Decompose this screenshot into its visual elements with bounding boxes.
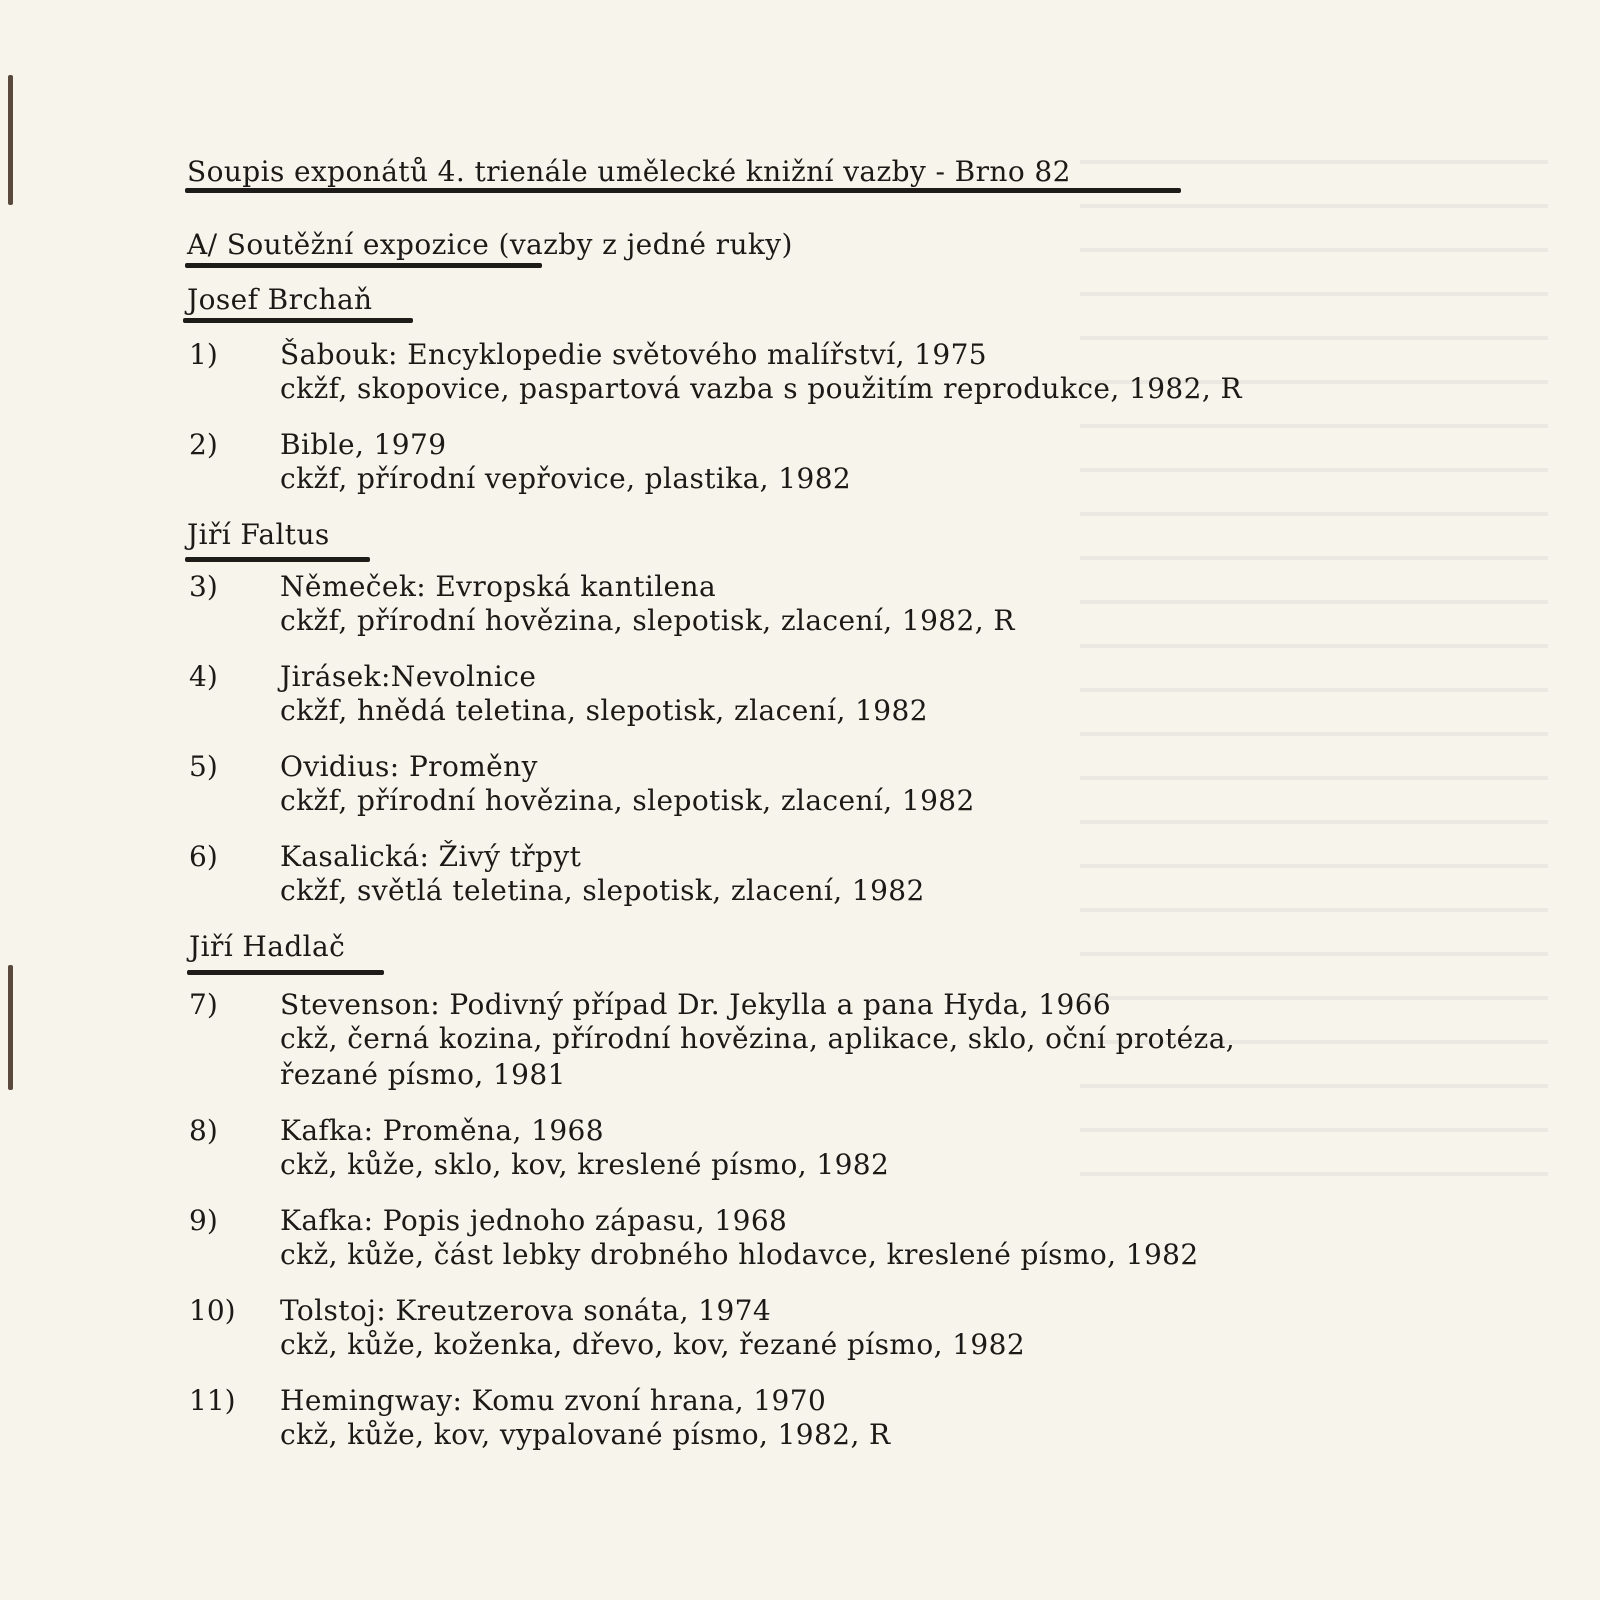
author-underline: [187, 970, 384, 975]
entry-title: Tolstoj: Kreutzerova sonáta, 1974: [280, 1294, 772, 1327]
show-through-texture: [1080, 160, 1600, 1500]
section-underline: [185, 263, 542, 268]
author-name: Jiří Faltus: [187, 518, 330, 551]
entry-title: Hemingway: Komu zvoní hrana, 1970: [280, 1384, 827, 1417]
binding-staple-top: [8, 75, 13, 205]
entry-details: ckžf, skopovice, paspartová vazba s použitím reprodukce, 1982, R: [280, 372, 1242, 405]
entry-title: Kafka: Proměna, 1968: [280, 1114, 604, 1147]
entry-title: Němeček: Evropská kantilena: [280, 570, 717, 603]
entry-details: ckžf, hnědá teletina, slepotisk, zlacení, 1982: [280, 694, 928, 727]
author-name: Jiří Hadlač: [189, 930, 346, 963]
document-header: Soupis exponátů 4. trienále umělecké knižní vazby - Brno 82: [187, 155, 1071, 188]
entry-details: ckž, kůže, část lebky drobného hlodavce, kreslené písmo, 1982: [280, 1238, 1199, 1271]
entry-details: ckžf, světlá teletina, slepotisk, zlacení, 1982: [280, 874, 925, 907]
entry-title: Kafka: Popis jednoho zápasu, 1968: [280, 1204, 788, 1237]
entry-number: 6): [189, 840, 218, 873]
entry-title: Bible, 1979: [280, 428, 447, 461]
entry-details-continued: řezané písmo, 1981: [280, 1058, 566, 1091]
section-title: A/ Soutěžní expozice (vazby z jedné ruky): [187, 228, 793, 261]
entry-number: 4): [189, 660, 218, 693]
entry-number: 7): [189, 988, 218, 1021]
entry-title: Šabouk: Encyklopedie světového malířství, 1975: [280, 338, 988, 371]
entry-number: 3): [189, 570, 218, 603]
entry-number: 1): [189, 338, 218, 371]
entry-number: 10): [189, 1294, 236, 1327]
entry-details: ckž, kůže, kov, vypalované písmo, 1982, R: [280, 1418, 891, 1451]
entry-number: 9): [189, 1204, 218, 1237]
entry-number: 2): [189, 428, 218, 461]
entry-number: 8): [189, 1114, 218, 1147]
entry-title: Stevenson: Podivný případ Dr. Jekylla a pana Hyda, 1966: [280, 988, 1112, 1021]
entry-title: Ovidius: Proměny: [280, 750, 538, 783]
entry-details: ckž, kůže, koženka, dřevo, kov, řezané písmo, 1982: [280, 1328, 1026, 1361]
binding-staple-bottom: [8, 965, 13, 1090]
entry-details: ckžf, přírodní hovězina, slepotisk, zlacení, 1982: [280, 784, 975, 817]
author-underline: [183, 318, 413, 323]
entry-title: Kasalická: Živý třpyt: [280, 840, 582, 873]
entry-details: ckž, černá kozina, přírodní hovězina, aplikace, sklo, oční protéza,: [280, 1022, 1236, 1055]
entry-title: Jirásek:Nevolnice: [280, 660, 537, 693]
author-name: Josef Brchaň: [187, 283, 373, 316]
entry-details: ckžf, přírodní hovězina, slepotisk, zlacení, 1982, R: [280, 604, 1015, 637]
entry-details: ckž, kůže, sklo, kov, kreslené písmo, 1982: [280, 1148, 890, 1181]
entry-details: ckžf, přírodní vepřovice, plastika, 1982: [280, 462, 852, 495]
author-underline: [185, 557, 370, 562]
entry-number: 11): [189, 1384, 236, 1417]
header-underline: [185, 188, 1181, 193]
entry-number: 5): [189, 750, 218, 783]
